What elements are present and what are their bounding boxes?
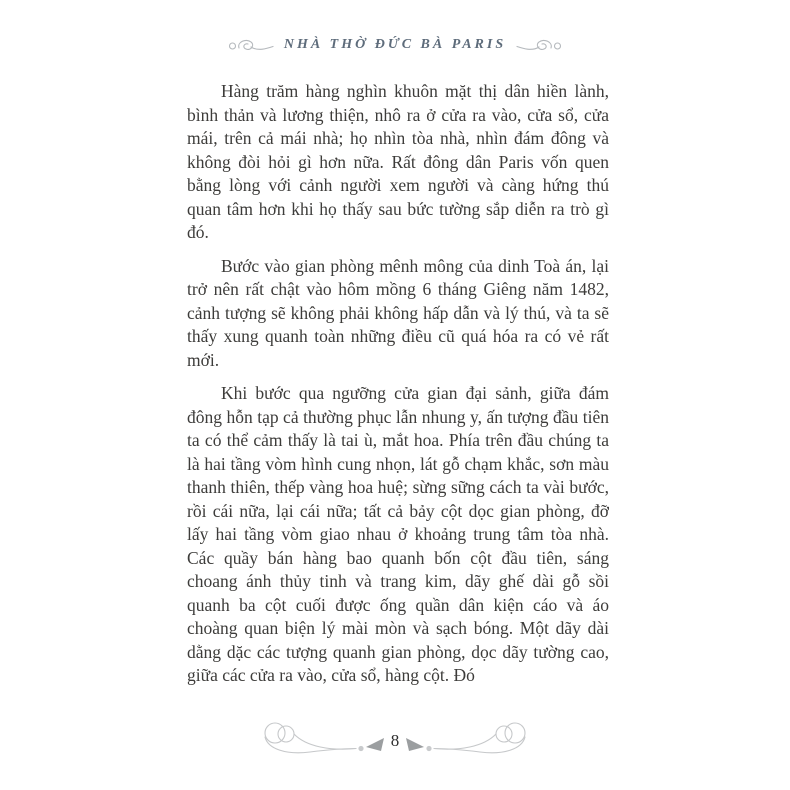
paragraph-2: Bước vào gian phòng mênh mông của dinh Toà án, lại trở nên rất chật vào hôm mồng 6 tháng Giêng năm 1482, cảnh tượng sẽ không phải không hấp dẫn và lý thú, và ta sẽ thấy xung quanh toàn những điều cũ quá hóa ra có vẻ rất mới. bbox=[187, 255, 609, 370]
footer-flourish-left-icon bbox=[258, 720, 384, 762]
footer-flourish-right-icon bbox=[406, 720, 532, 762]
page-text bbox=[187, 80, 609, 724]
paragraph-3: Khi bước qua ngưỡng cửa gian đại sảnh, giữa đám đông hỗn tạp cả thường phục lẫn nhung y, ấn tượng đầu tiên ta có thể cảm thấy là tai ù, mắt hoa. Phía trên đầu chúng ta là hai tầng vòm hình cung nhọn, lát gỗ chạm khắc, sơn màu thanh thiên, thếp vàng hoa huệ; sừng sững cách ta vài bước, rồi cái nữa, lại cái nữa; tất cả bảy cột dọc gian phòng, đỡ lấy hai tầng vòm giao nhau ở khoảng trung tâm tòa nhà. Các quầy bán hàng bao quanh bốn cột đầu tiên, sáng choang ánh thủy tinh và trang kim, dãy ghế dài gỗ sồi quanh ba cột cuối được ống quần dân kiện cáo và áo choàng quan biện lý mài mòn và sạch bóng. Một dãy dài dằng dặc các tượng quanh gian phòng, dọc dãy tường cao, giữa các cửa ra vào, cửa sổ, hàng cột. Đó bbox=[187, 383, 609, 685]
paragraph-1: Hàng trăm hàng nghìn khuôn mặt thị dân hiền lành, bình thản và lương thiện, nhô ra ở cửa ra vào, cửa sổ, cửa mái, trên cả mái nhà; họ nhìn tòa nhà, nhìn đám đông và không đòi hỏi gì hơn nữa. Rất đông dân Paris vốn quen bằng lòng với cảnh người xem người và càng hứng thú quan tâm hơn khi họ thấy sau bức tường sắp diễn ra trò gì đó. bbox=[187, 81, 609, 242]
page-number: 8 bbox=[390, 730, 400, 750]
header-flourish-left-icon bbox=[228, 36, 274, 54]
header-flourish-right-icon bbox=[516, 36, 562, 54]
book-title: NHÀ THỜ ĐỨC BÀ PARIS bbox=[283, 37, 507, 52]
page-header bbox=[0, 36, 790, 54]
page-footer bbox=[0, 720, 790, 762]
